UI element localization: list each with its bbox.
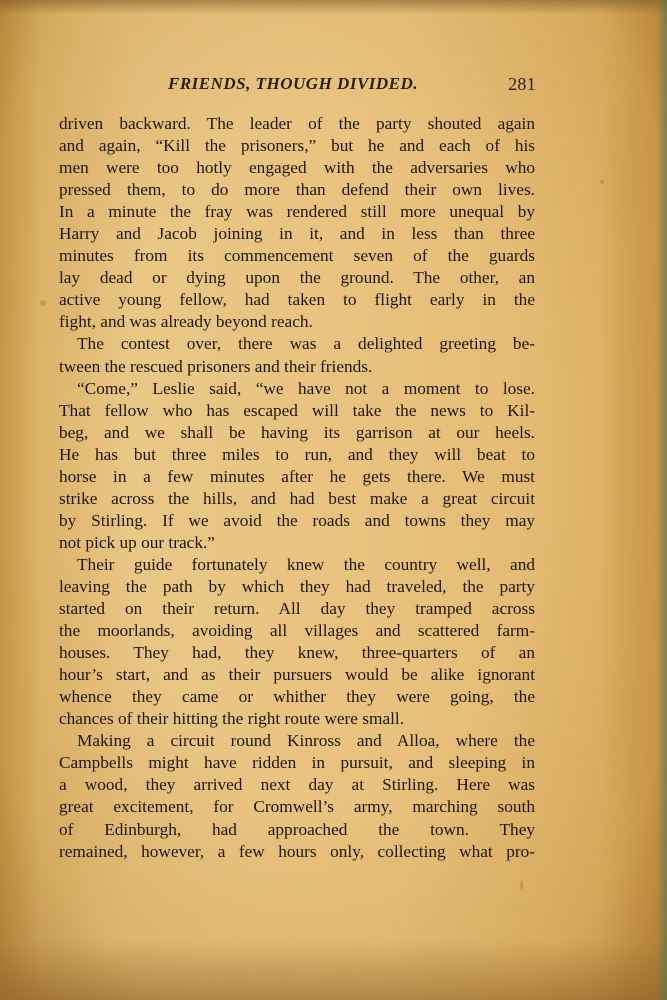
text-line: a wood, they arrived next day at Stirling. Here was: [59, 775, 535, 795]
text-line: great excitement, for Cromwell’s army, marching south: [59, 797, 535, 817]
text-line: fight, and was already beyond reach.: [59, 312, 313, 332]
page-number: 281: [508, 74, 536, 94]
text-line: of Edinburgh, had approached the town. They: [59, 819, 535, 839]
text-line: leaving the path by which they had traveled, the party: [59, 576, 535, 596]
text-line: driven backward. The leader of the party shouted again: [59, 114, 535, 133]
text-line: by Stirling. If we avoid the roads and towns they may: [59, 510, 535, 530]
foxing-spot: [40, 300, 46, 306]
text-line: men were too hotly engaged with the adversaries who: [59, 158, 535, 178]
text-line: chances of their hitting the right route were small.: [59, 709, 405, 729]
text-line: not pick up our track.”: [59, 532, 215, 552]
text-line: and again, “Kill the prisoners,” but he and each of his: [59, 136, 535, 156]
text-line: The contest over, there was a delighted greeting be-: [77, 334, 535, 354]
text-line: minutes from its commencement seven of the guards: [59, 246, 535, 266]
text-line: houses. They had, they knew, three-quarters of an: [59, 643, 535, 663]
text-line: the moorlands, avoiding all villages and scattered farm-: [59, 621, 535, 641]
text-line: remained, however, a few hours only, collecting what pro-: [59, 841, 535, 861]
text-line: strike across the hills, and had best make a great circuit: [59, 488, 535, 508]
text-line: lay dead or dying upon the ground. The other, an: [59, 268, 535, 288]
text-line: Their guide fortunately knew the country well, and: [77, 554, 535, 574]
page-top-shadow: [0, 0, 667, 14]
text-line: Making a circuit round Kinross and Alloa, where the: [77, 731, 535, 751]
page-right-edge: [657, 0, 667, 1000]
running-title: FRIENDS, THOUGH DIVIDED.: [168, 74, 419, 93]
foxing-spot: [600, 180, 604, 184]
foxing-spot: [520, 880, 523, 890]
text-line: active young fellow, had taken to flight early in the: [59, 290, 535, 310]
text-line: He has but three miles to run, and they will beat to: [59, 444, 535, 464]
text-line: tween the rescued prisoners and their friends.: [59, 356, 373, 376]
text-line: “Come,” Leslie said, “we have not a moment to lose.: [77, 378, 535, 398]
text-line: pressed them, to do more than defend their own lives.: [59, 180, 535, 200]
page-bottom-shadow: [0, 940, 667, 1000]
text-line: That fellow who has escaped will take the news to Kil-: [59, 400, 535, 420]
text-line: beg, and we shall be having its garrison at our heels.: [59, 422, 535, 442]
text-line: Campbells might have ridden in pursuit, and sleeping in: [59, 753, 535, 773]
body-text: [59, 113, 535, 863]
text-line: started on their return. All day they tramped across: [59, 599, 535, 619]
page-header: [60, 72, 536, 98]
text-line: hour’s start, and as their pursuers would be alike ignorant: [59, 665, 535, 685]
text-line: In a minute the fray was rendered still more unequal by: [59, 202, 535, 222]
text-line: Harry and Jacob joining in it, and in less than three: [59, 224, 535, 244]
text-line: horse in a few minutes after he gets there. We must: [59, 466, 535, 486]
text-line: whence they came or whither they were going, the: [59, 687, 535, 707]
